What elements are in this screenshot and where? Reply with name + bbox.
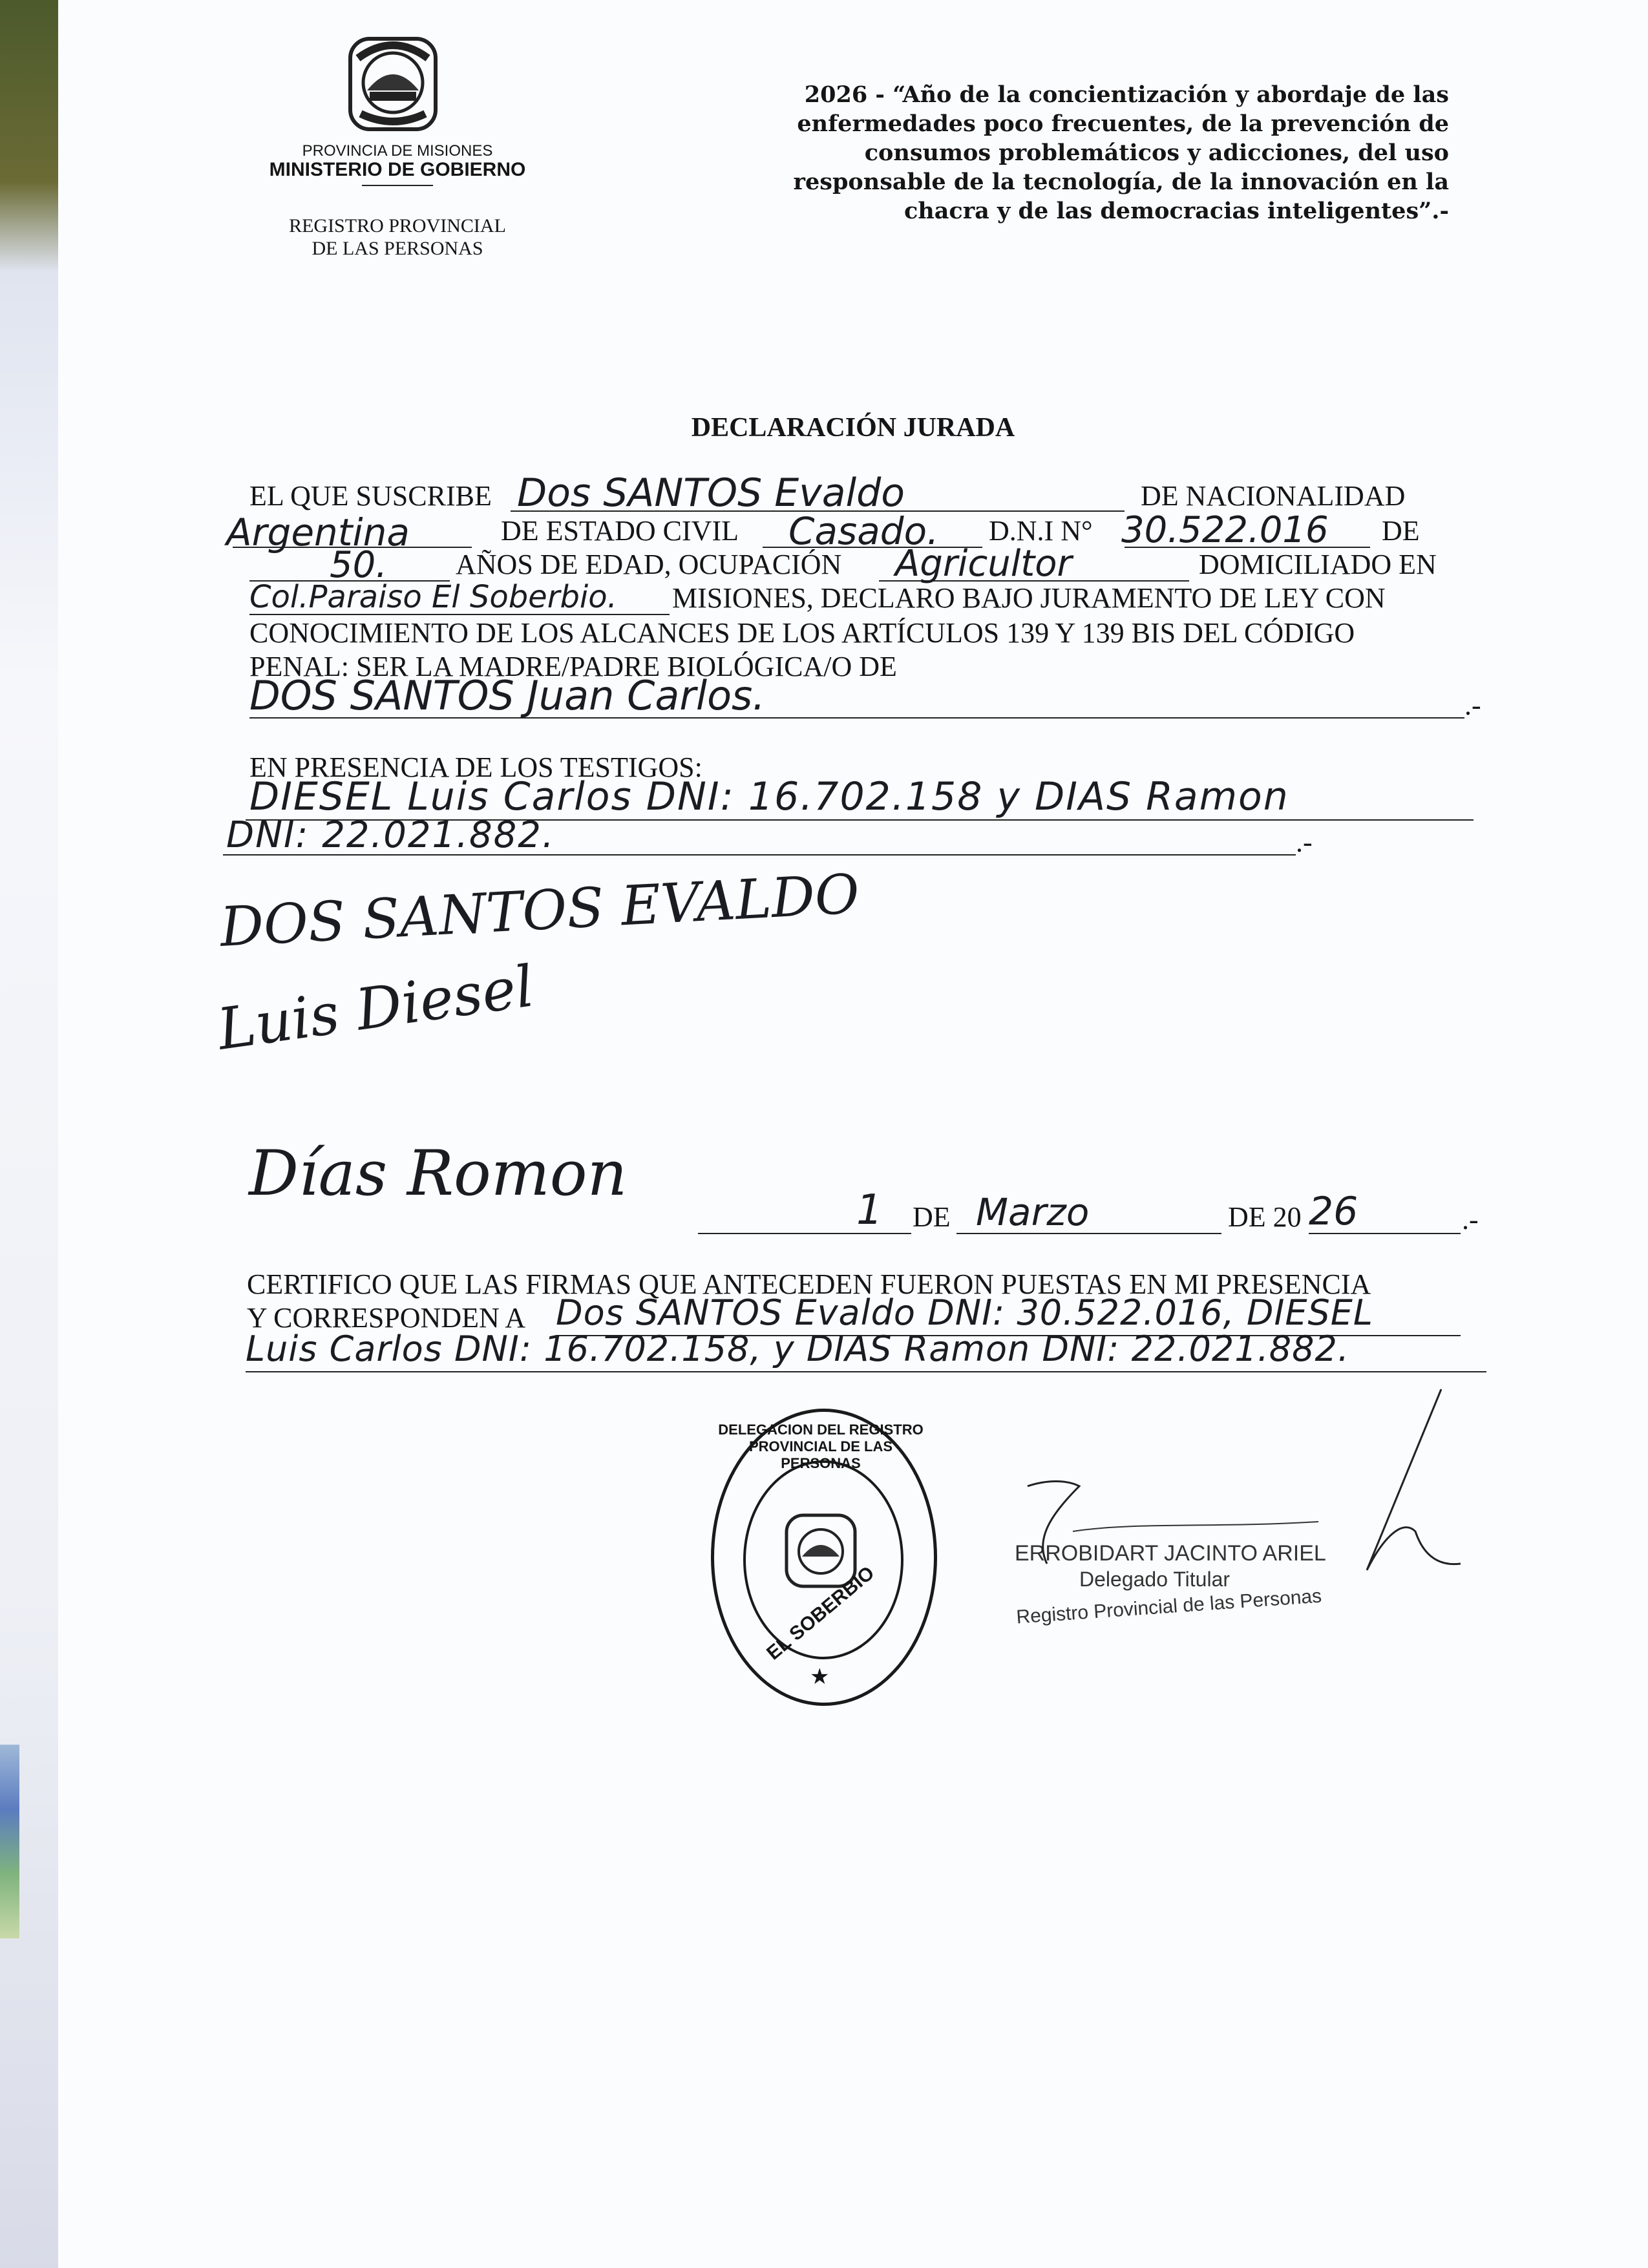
handwritten-month: Marzo (976, 1190, 1090, 1234)
header-ministry: MINISTERIO DE GOBIERNO (269, 159, 526, 180)
dash-date: .- (1462, 1204, 1479, 1235)
handwritten-occupation: Agricultor (895, 543, 1072, 585)
motto-line: consumos problemáticos y adicciones, del uso (864, 140, 1449, 166)
motto-line: chacra y de las democracias inteligentes”.- (903, 198, 1449, 224)
label-misiones-declaro: MISIONES, DECLARO BAJO JURAMENTO DE LEY CON (672, 582, 1386, 614)
label-estado-civil: DE ESTADO CIVIL (501, 515, 739, 547)
signature-dias: Días Romon (249, 1137, 628, 1210)
motto-line: enfermedades poco frecuentes, de la prevención de (797, 110, 1449, 137)
stamp-office: Registro Provincial de las Personas (1015, 1585, 1323, 1628)
label-nacionalidad: DE NACIONALIDAD (1141, 480, 1406, 512)
handwritten-name: Dos SANTOS Evaldo (517, 470, 905, 516)
document-title: DECLARACIÓN JURADA (691, 413, 1015, 443)
handwritten-cert-names-2: Luis Carlos DNI: 16.702.158, y DIAS Ramon DNI: 22.021.882. (246, 1328, 1349, 1369)
label-date-de: DE (913, 1201, 951, 1233)
label-dni: D.N.I N° (989, 515, 1093, 547)
scan-edge-color (0, 1745, 19, 1938)
label-date-year: DE 20 (1228, 1201, 1302, 1233)
label-domiciliado: DOMICILIADO EN (1199, 549, 1437, 580)
text-articulos: CONOCIMIENTO DE LOS ALCANCES DE LOS ARTÍCULOS 139 Y 139 BIS DEL CÓDIGO (249, 617, 1355, 649)
signature-dos-santos: DOS SANTOS EVALDO (218, 862, 861, 959)
handwritten-year: 26 (1309, 1189, 1358, 1234)
handwritten-dni: 30.522.016 (1121, 509, 1329, 551)
dash-child: .- (1464, 689, 1481, 721)
seal-inner-text: EL SOBERBIO (763, 1562, 879, 1664)
text-corresponden: Y CORRESPONDEN A (247, 1302, 526, 1334)
stamp-name: ERROBIDART JACINTO ARIEL (1015, 1541, 1326, 1566)
handwritten-cert-names-1: Dos SANTOS Evaldo DNI: 30.522.016, DIESEL (556, 1292, 1373, 1333)
signature-diesel: Luis Diesel (213, 952, 538, 1063)
text-certifico: CERTIFICO QUE LAS FIRMAS QUE ANTECEDEN FUERON PUESTAS EN MI PRESENCIA (247, 1268, 1371, 1300)
handwritten-day: 1 (856, 1186, 883, 1234)
delegate-signature (1008, 1383, 1461, 1590)
stamp-role: Delegado Titular (1079, 1568, 1231, 1591)
handwritten-address: Col.Paraiso El Soberbio. (249, 579, 617, 615)
label-suscribe: EL QUE SUSCRIBE (249, 480, 492, 512)
text-penal: PENAL: SER LA MADRE/PADRE BIOLÓGICA/O DE (249, 651, 897, 682)
field-line-cert-2 (246, 1371, 1486, 1372)
motto-line: responsable de la tecnología, de la innovación en la (793, 169, 1449, 195)
label-de: DE (1382, 515, 1420, 547)
seal-star-icon: ★ (810, 1665, 830, 1689)
handwritten-witnesses-1: DIESEL Luis Carlos DNI: 16.702.158 y DIAS Ramon (249, 774, 1289, 819)
label-testigos: EN PRESENCIA DE LOS TESTIGOS: (249, 751, 703, 783)
handwritten-age: 50. (330, 544, 388, 586)
handwritten-witnesses-2: DNI: 22.021.882. (226, 814, 555, 856)
header-registry-2: DE LAS PERSONAS (312, 238, 483, 259)
handwritten-nationality: Argentina (226, 510, 410, 554)
year-motto (760, 80, 1449, 226)
label-edad-ocupacion: AÑOS DE EDAD, OCUPACIÓN (456, 549, 842, 580)
province-coat-of-arms (341, 32, 445, 136)
seal-outer-text: DELEGACION DEL REGISTRO PROVINCIAL DE LAS PERSONAS (718, 1422, 924, 1471)
header-registry-1: REGISTRO PROVINCIAL (289, 215, 506, 236)
header-province: PROVINCIA DE MISIONES (302, 142, 493, 160)
header-rule (362, 185, 433, 186)
handwritten-civil-status: Casado. (788, 509, 939, 553)
dash-witnesses: .- (1296, 826, 1313, 858)
motto-line: 2026 - “Año de la concientización y abordaje de las (804, 81, 1449, 108)
handwritten-child: DOS SANTOS Juan Carlos. (249, 672, 766, 719)
